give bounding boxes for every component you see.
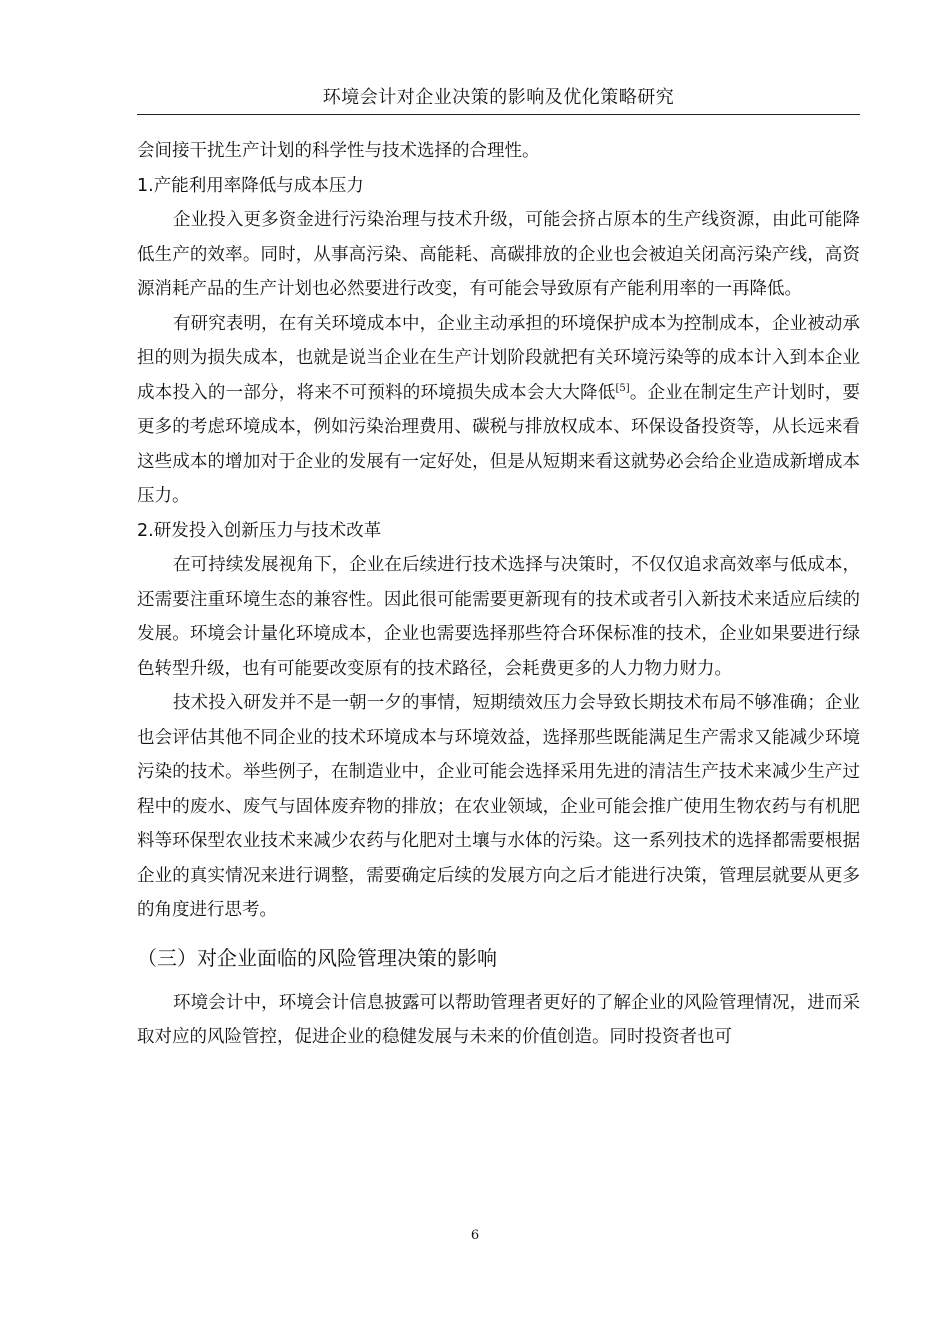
paragraph: [137, 307, 860, 514]
running-header: 环境会计对企业决策的影响及优化策略研究: [322, 87, 675, 108]
paragraph: 技术投入研发并不是一朝一夕的事情，短期绩效压力会导致长期技术布局不够准确；企业也会评估其他不同企业的技术环境成本与环境效益，选择那些既能满足生产需求又能减少环境污染的技术。举些例子，在制造业中，企业可能会选择采用先进的清洁生产技术来减少生产过程中的废水、废气与固体废弃物的排放；在农业领域，企业可能会推广使用生物农药与有机肥料等环保型农业技术来减少农药与化肥对土壤与水体的污染。这一系列技术的选择都需要根据企业的真实情况来进行调整，需要确定后续的发展方向之后才能进行决策，管理层就要从更多的角度进行思考。: [137, 693, 860, 920]
citation-marker: [5]: [615, 382, 630, 394]
paragraph: 企业投入更多资金进行污染治理与技术升级，可能会挤占原本的生产线资源，由此可能降低生产的效率。同时，从事高污染、高能耗、高碳排放的企业也会被迫关闭高污染产线，高资源消耗产品的生产计划也必然要进行改变，有可能会导致原有产能利用率的一再降低。: [137, 210, 860, 299]
page-body: [137, 134, 860, 1055]
subsection-heading-1: 1.产能利用率降低与成本压力: [137, 175, 364, 196]
subsection-heading-2: 2.研发投入创新压力与技术改革: [137, 520, 382, 541]
paragraph-text: 有研究表明，在有关环境成本中，企业主动承担的环境保护成本为控制成本，企业被动承担的则为损失成本，也就是说当企业在生产计划阶段就把有关环境污染等的成本计入到本企业成本投入的一部分，将来不可预料的环境损失成本会大大降低: [137, 313, 860, 403]
paragraph: 环境会计中，环境会计信息披露可以帮助管理者更好的了解企业的风险管理情况，进而采取对应的风险管控，促进企业的稳健发展与未来的价值创造。同时投资者也可: [137, 992, 860, 1047]
continuation-paragraph: 会间接干扰生产计划的科学性与技术选择的合理性。: [137, 141, 540, 161]
header-rule: [137, 114, 860, 115]
page-number: 6: [470, 1228, 480, 1243]
paragraph-text: 。企业在制定生产计划时，要更多的考虑环境成本，例如污染治理费用、碳税与排放权成本、环保设备投资等，从长远来看这些成本的增加对于企业的发展有一定好处，但是从短期来看这就势必会给企业造成新增成本压力。: [137, 382, 861, 506]
paragraph: 在可持续发展视角下，企业在后续进行技术选择与决策时，不仅仅追求高效率与低成本，还需要注重环境生态的兼容性。因此很可能需要更新现有的技术或者引入新技术来适应后续的发展。环境会计量化环境成本，企业也需要选择那些符合环保标准的技术，企业如果要进行绿色转型升级，也有可能要改变原有的技术路径，会耗费更多的人力物力财力。: [137, 555, 860, 679]
section-heading: （三）对企业面临的风险管理决策的影响: [137, 945, 497, 970]
